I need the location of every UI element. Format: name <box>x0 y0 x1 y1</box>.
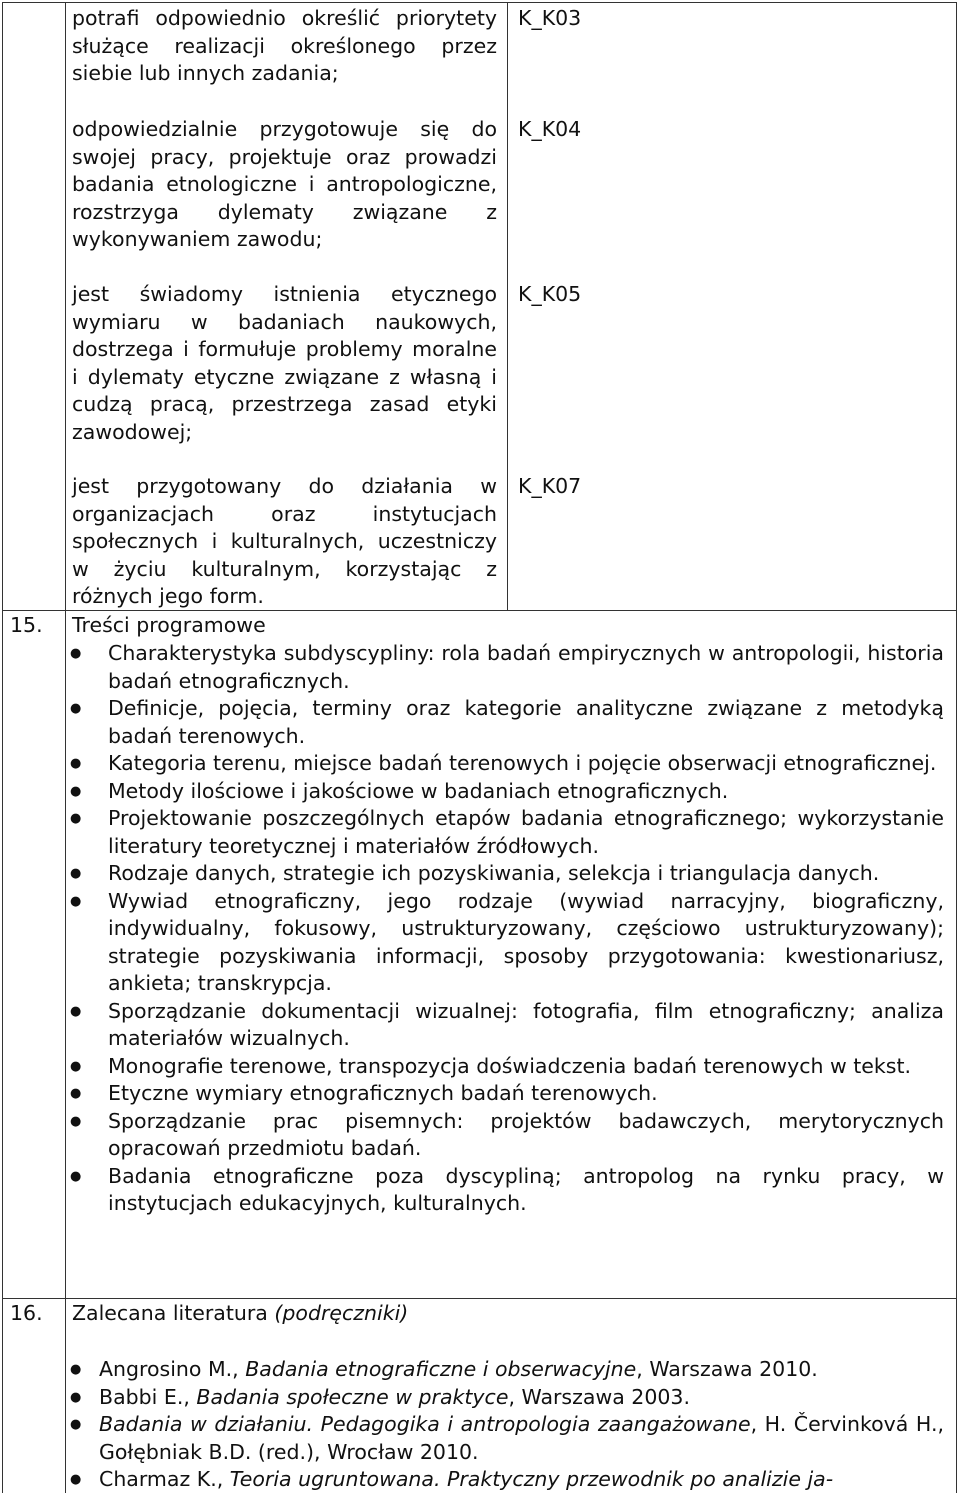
bullet-icon: ● <box>70 783 82 799</box>
bullet-icon: ● <box>70 1113 82 1129</box>
bullet-icon: ● <box>70 756 82 771</box>
section-15-title: Treści programowe <box>72 613 266 637</box>
reference-author: Charmaz K., <box>99 1467 230 1491</box>
reference-details: , Warszawa 2010. <box>636 1357 818 1381</box>
reference-title: Badania etnograficzne i obserwacyjne <box>245 1357 637 1381</box>
outcome-code-4: K_K07 <box>518 474 582 498</box>
list-item: ● Charakterystyka subdyscypliny: rola badań empirycznych w antropologii, historia badań etnograficznych. <box>70 641 944 693</box>
table-border-code-col <box>507 2 508 610</box>
bullet-icon: ● <box>70 1168 82 1184</box>
bullet-icon: ● <box>70 1003 82 1019</box>
bullet-icon: ● <box>70 1362 82 1377</box>
reference-item <box>70 1356 944 1384</box>
bullet-icon: ● <box>70 1472 82 1487</box>
list-item: ● Monografie terenowe, transpozycja doświadczenia badań terenowych w tekst. <box>108 1053 944 1081</box>
list-item: ● Sporządzanie prac pisemnych: projektów badawczych, merytorycznych opracowań przedmiotu badań. <box>70 1108 944 1160</box>
section-16-number: 16. <box>10 1301 43 1325</box>
reference-title: Badania w działaniu. Pedagogika i antropologia zaangażowane <box>99 1412 751 1436</box>
reference-item <box>70 1384 944 1412</box>
reference-title: Teoria ugruntowana. Praktyczny przewodnik po analizie ja- <box>229 1467 834 1491</box>
bullet-icon: ● <box>70 811 82 826</box>
list-item: ● Projektowanie poszczególnych etapów badania etnograficznego; wykorzystanie literatury teoretycznej i materiałów źródłowych. <box>70 806 944 858</box>
table-border-num-col <box>65 2 66 1493</box>
outcome-text-2: odpowiedzialnie przygotowuje się do swojej pracy, projektuje oraz prowadzi badania etnologiczne i antropologiczne, rozstrzyga dylematy związane z wykonywaniem zawodu; <box>72 117 497 251</box>
list-item: ● Badania etnograficzne poza dyscypliną; antropolog na rynku pracy, w instytucjach edukacyjnych, kulturalnych. <box>70 1163 944 1215</box>
bullet-icon: ● <box>70 866 82 881</box>
bullet-icon: ● <box>70 893 82 909</box>
reference-details: , Warszawa 2003. <box>508 1384 690 1409</box>
list-item: ● Rodzaje danych, strategie ich pozyskiwania, selekcja i triangulacja danych. <box>108 860 944 888</box>
outcome-code-3: K_K05 <box>518 282 582 306</box>
list-item: ● Definicje, pojęcia, terminy oraz kategorie analityczne związane z metodyką badań terenowych. <box>70 696 944 748</box>
bullet-icon: ● <box>70 1389 82 1405</box>
reference-item <box>70 1411 944 1466</box>
list-item: ● Kategoria terenu, miejsce badań terenowych i pojęcie obserwacji etnograficznej. <box>108 750 944 778</box>
outcome-text-1: potrafi odpowiednio określić priorytety służące realizacji określonego przez siebie lub innych zadania; <box>72 6 497 85</box>
table-border-right <box>956 2 957 1493</box>
reference-title: Badania społeczne w praktyce <box>196 1384 509 1409</box>
bullet-icon: ● <box>70 701 82 716</box>
outcome-text-4: jest przygotowany do działania w organizacjach oraz instytucjach społecznych i kulturalnych, uczestniczy w życiu kulturalnym, korzystając z różnych jego form. <box>72 474 497 608</box>
section-16-title-italic: (podręczniki) <box>274 1301 409 1325</box>
reference-author: Angrosino M., <box>99 1357 246 1381</box>
list-item: ● Wywiad etnograficzny, jego rodzaje (wywiad narracyjny, biograficzny, indywidualny, fokusowy, ustrukturyzowany, częściowo ustrukturyzowany); strategie pozyskiwania informacji, sposoby przygotowania: kwestionariusz, ankieta; transkrypcja. <box>70 888 944 995</box>
literature-list <box>70 1356 944 1494</box>
bullet-icon: ● <box>70 646 82 661</box>
section-15-list <box>70 640 944 1218</box>
section-15-number: 15. <box>10 613 43 637</box>
bullet-icon: ● <box>70 1417 82 1432</box>
section-16-title <box>72 1300 408 1328</box>
list-item: ● Etyczne wymiary etnograficznych badań terenowych. <box>108 1080 944 1108</box>
row-divider-16 <box>2 1298 957 1299</box>
reference-author: Babbi E., <box>99 1384 197 1409</box>
outcome-code-2: K_K04 <box>518 117 582 141</box>
list-item: ● Metody ilościowe i jakościowe w badaniach etnograficznych. <box>108 778 944 806</box>
reference-item <box>70 1466 944 1494</box>
list-item: ● Sporządzanie dokumentacji wizualnej: fotografia, film etnograficzny; analiza materiałów wizualnych. <box>70 998 944 1050</box>
bullet-icon: ● <box>70 1086 82 1101</box>
bullet-icon: ● <box>70 1058 82 1074</box>
outcome-text-3: jest świadomy istnienia etycznego wymiaru w badaniach naukowych, dostrzega i formułuje problemy moralne i dylematy etyczne związane z własną i cudzą pracą, przestrzega zasad etyki zawodowej; <box>72 282 497 444</box>
reference-details: , H. Červinková H., Gołębniak B.D. (red.), Wrocław 2010. <box>99 1412 944 1464</box>
section-16-title-plain: Zalecana literatura <box>72 1301 275 1325</box>
outcome-code-1: K_K03 <box>518 6 582 30</box>
table-border-top <box>2 2 957 3</box>
table-border-left <box>2 2 3 1493</box>
